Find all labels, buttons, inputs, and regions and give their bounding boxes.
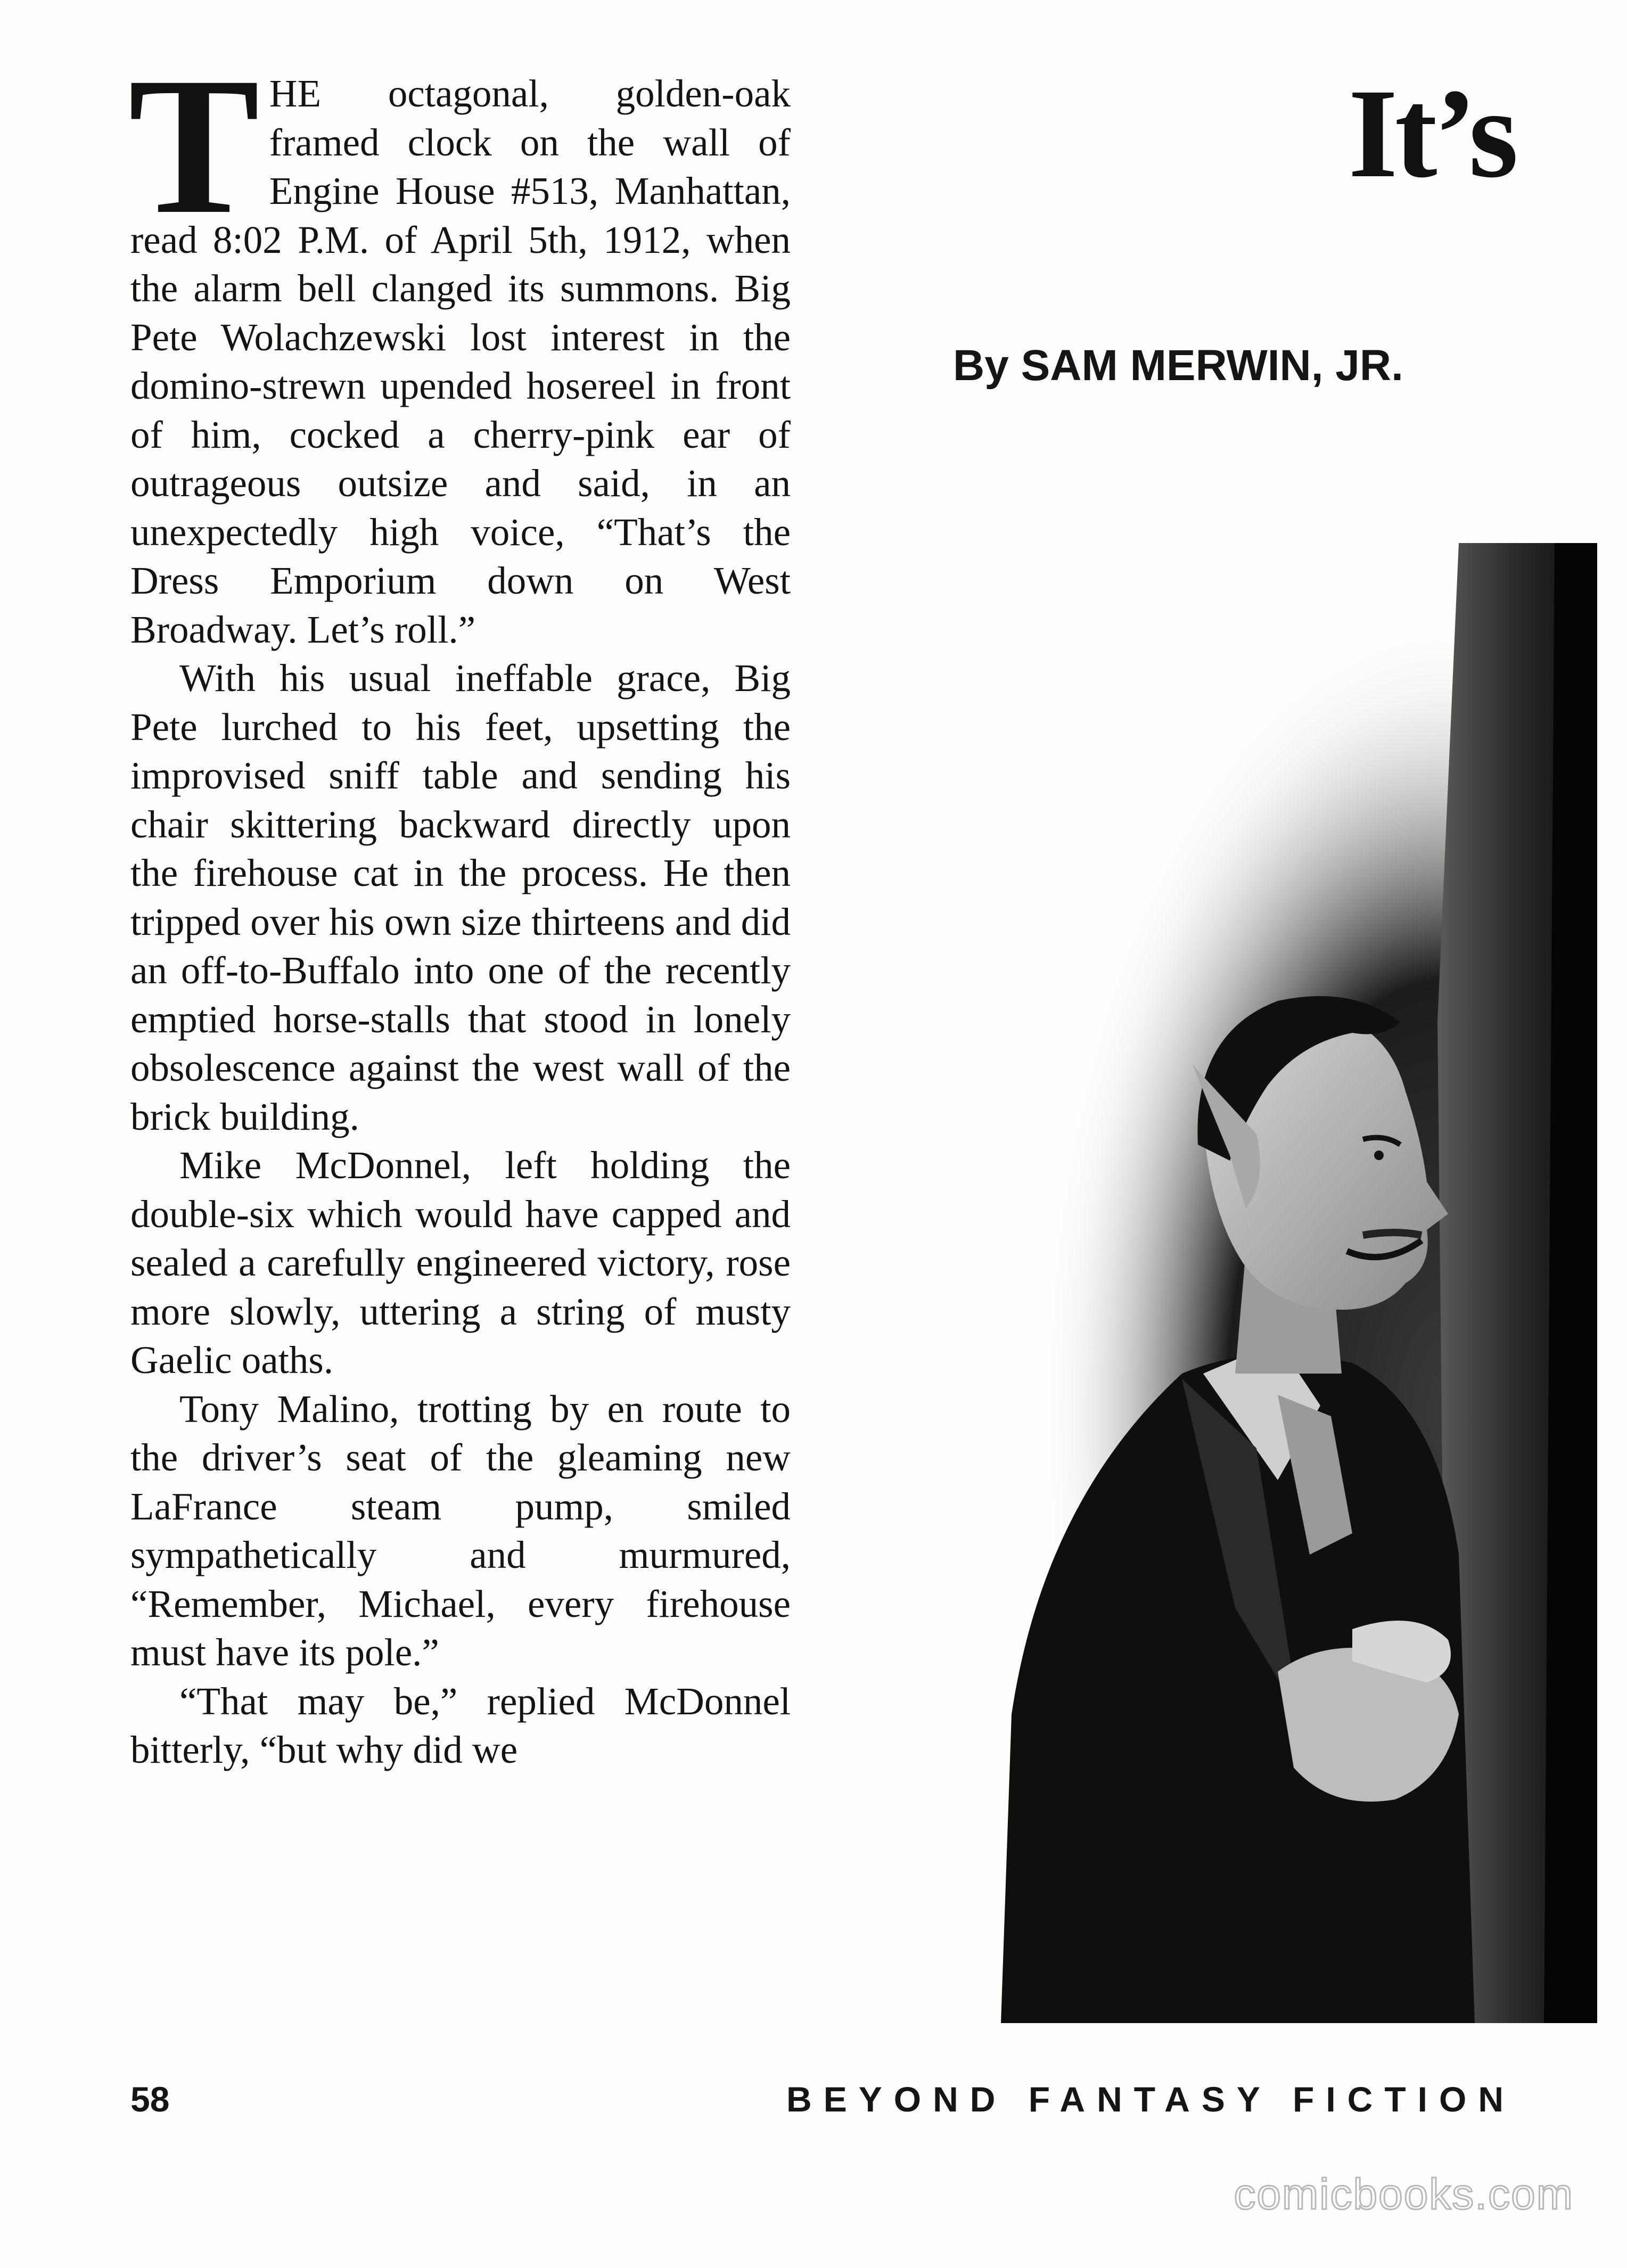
story-body [128,37,791,1774]
illustration-man-with-pointed-ear [980,543,1597,2023]
paragraph: THE octagonal, golden-oak framed clock on the wall of Engine House #513, Manhattan, read 8:02 P.M. of April 5th, 1912, when the alarm bell clanged its summons. Big Pete Wolachzewski lost interest in the domino-strewn upended hosereel in front of him, cocked a cherry-pink ear of outrageous outsize and said, in an unexpectedly high voice, “That’s the Dress Emporium down on West Broadway. Let’s roll.” [128,37,791,651]
paragraph: Tony Malino, trotting by en route to the driver’s seat of the gleaming new LaFrance steam pump, smiled sympathetically and murmured, “Remember, Michael, every firehouse must have its pole.” [130,1387,791,1674]
paragraph: Mike McDonnel, left holding the double-six which would have capped and sealed a carefully engineered victory, rose more slowly, uttering a string of musty Gaelic oaths. [130,1144,791,1382]
story-title: It’s [1348,62,1515,204]
drop-cap: T [128,37,260,255]
page-number: 58 [130,2080,170,2119]
paragraph: With his usual ineffable grace, Big Pete lurched to his feet, upsetting the improvised sniff table and sending his chair skittering backward directly upon the firehouse cat in the process. He then tripped over his own size thirteens and did an off-to-Buffalo into one of the recently emptied horse-stalls that stood in lonely obsolescence against the west wall of the brick building. [130,656,791,1138]
magazine-title: BEYOND FANTASY FICTION [786,2080,1515,2119]
byline: By SAM MERWIN, JR. [953,341,1403,390]
paragraph: “That may be,” replied McDonnel bitterly, “but why did we [130,1679,791,1771]
watermark: comicbooks.com [1234,2170,1574,2218]
